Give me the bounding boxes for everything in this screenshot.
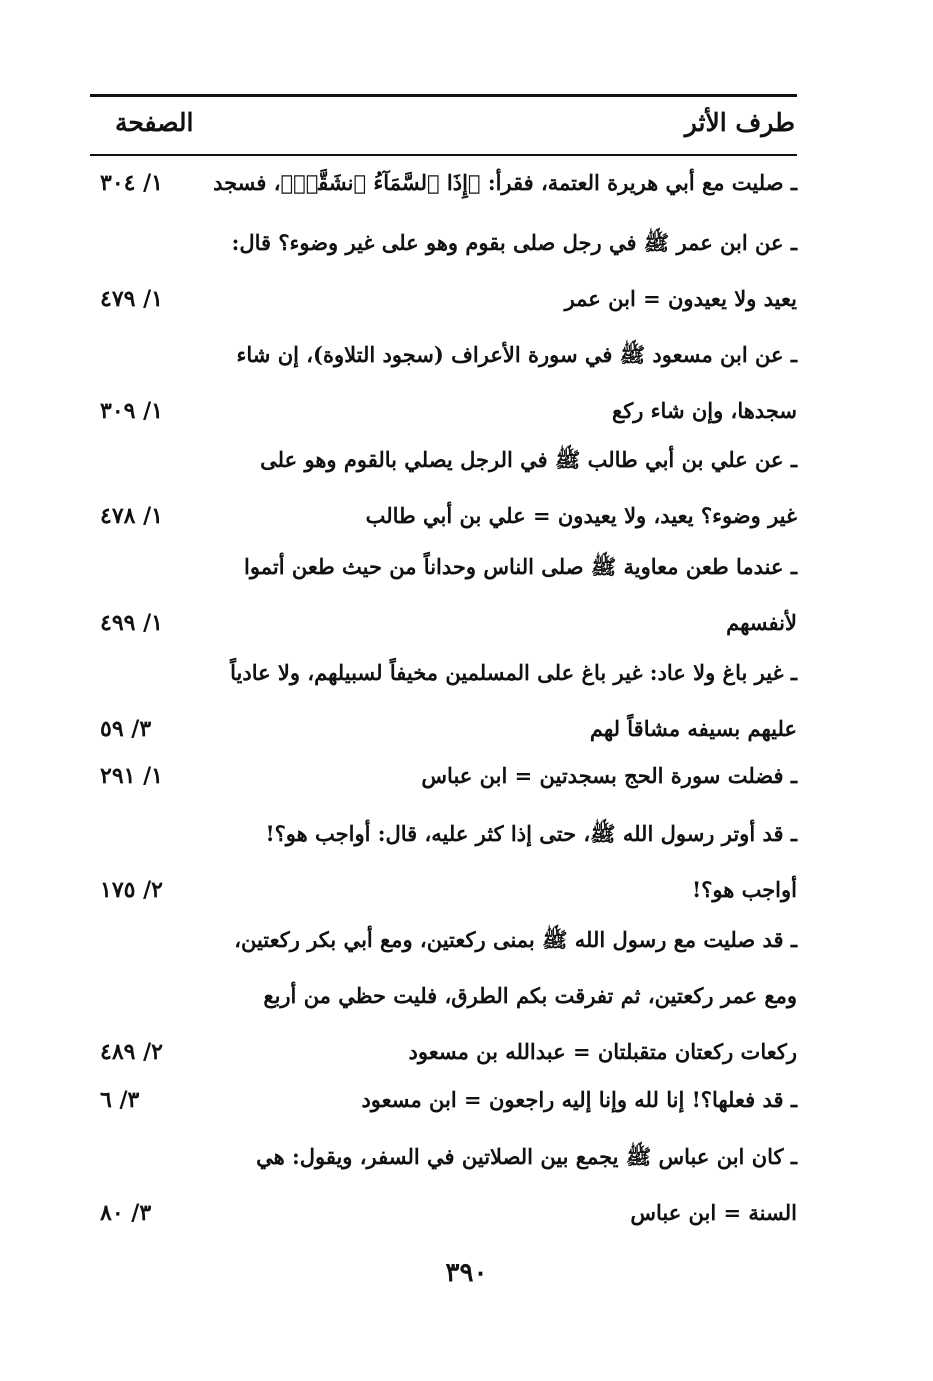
entry-line: ـ عن علي بن أبي طالب ﷺ في الرجل يصلي بالقوم وهو على	[260, 447, 797, 472]
entry-line: ـ عن ابن عمر ﷺ في رجل صلى بقوم وهو على غير وضوء؟ قال:	[231, 230, 797, 255]
entry-page-ref: ١/ ٤٧٩	[100, 286, 163, 312]
entry-text	[237, 432, 797, 544]
entry-page-ref: ٣/ ٦	[100, 1087, 140, 1113]
entry-text	[234, 912, 797, 1080]
entry-line: ومع عمر ركعتين، ثم تفرقت بكم الطرق، فليت حظي من أربع	[263, 983, 797, 1008]
entry-line: سجدها، وإن شاء ركع	[612, 398, 797, 423]
entry-text	[237, 327, 797, 439]
column-header-athar: طرف الأثر	[684, 108, 795, 137]
entry-line: عليهم بسيفه مشاقاً لهم	[589, 716, 797, 741]
entry-line: ـ قد صليت مع رسول الله ﷺ بمنى ركعتين، ومع أبي بكر ركعتين،	[234, 927, 797, 952]
entry-page-ref: ٣/ ٨٠	[100, 1200, 152, 1226]
entry-line: ـ كان ابن عباس ﷺ يجمع بين الصلاتين في السفر، ويقول: هي	[256, 1144, 797, 1169]
entry-text	[231, 215, 797, 327]
entry-page-ref: ٣/ ٥٩	[100, 716, 152, 742]
entry-text	[237, 1072, 797, 1128]
entry-line: ـ قد أوتر رسول الله ﷺ، حتى إذا كثر عليه، قال: أواجب هو؟!	[265, 821, 797, 846]
entry-text	[237, 806, 797, 918]
entry-page-ref: ٢/ ١٧٥	[100, 877, 163, 903]
entry-line: ـ فضلت سورة الحج بسجدتين = ابن عباس	[421, 763, 797, 788]
entry-text	[237, 1129, 797, 1241]
entry-line: ركعات ركعتان متقبلتان = عبدالله بن مسعود	[408, 1039, 797, 1064]
entry-page-ref: ١/ ٤٩٩	[100, 610, 163, 636]
entry-text	[237, 539, 797, 651]
entry-page-ref: ١/ ٣٠٩	[100, 398, 163, 424]
entry-text	[230, 645, 797, 757]
page-number: ٣٩٠	[445, 1258, 488, 1288]
entry-line: لأنفسهم	[726, 610, 797, 635]
entry-page-ref: ١/ ٢٩١	[100, 763, 163, 789]
entry-page-ref: ١/ ٣٠٤	[100, 170, 163, 196]
entry-line: السنة = ابن عباس	[630, 1200, 797, 1225]
entry-line: يعيد ولا يعيدون = ابن عمر	[564, 286, 797, 311]
entry-line: ـ صليت مع أبي هريرة العتمة، فقرأ: ﴿إِذَا ٱلسَّمَآءُ ٱنشَقَّتۡ﴾، فسجد	[213, 170, 797, 195]
entry-text	[237, 748, 797, 804]
entry-line: ـ عندما طعن معاوية ﷺ صلى الناس وحداناً من حيث طعن أتموا	[244, 554, 797, 579]
entry-line: ـ غير باغ ولا عاد: غير باغ على المسلمين مخيفاً لسبيلهم، ولا عادياً	[230, 660, 797, 685]
entry-line: غير وضوء؟ يعيد، ولا يعيدون = علي بن أبي طالب	[365, 503, 797, 528]
entry-line: أواجب هو؟!	[691, 877, 797, 902]
entry-line: ـ قد فعلها؟! إنا لله وإنا إليه راجعون = ابن مسعود	[361, 1087, 797, 1112]
column-header-page: الصفحة	[115, 108, 194, 137]
entry-line: ـ عن ابن مسعود ﷺ في سورة الأعراف (سجود التلاوة)، إن شاء	[236, 342, 797, 367]
entry-page-ref: ١/ ٤٧٨	[100, 503, 163, 529]
entry-text	[213, 155, 797, 211]
entry-page-ref: ٢/ ٤٨٩	[100, 1039, 163, 1065]
